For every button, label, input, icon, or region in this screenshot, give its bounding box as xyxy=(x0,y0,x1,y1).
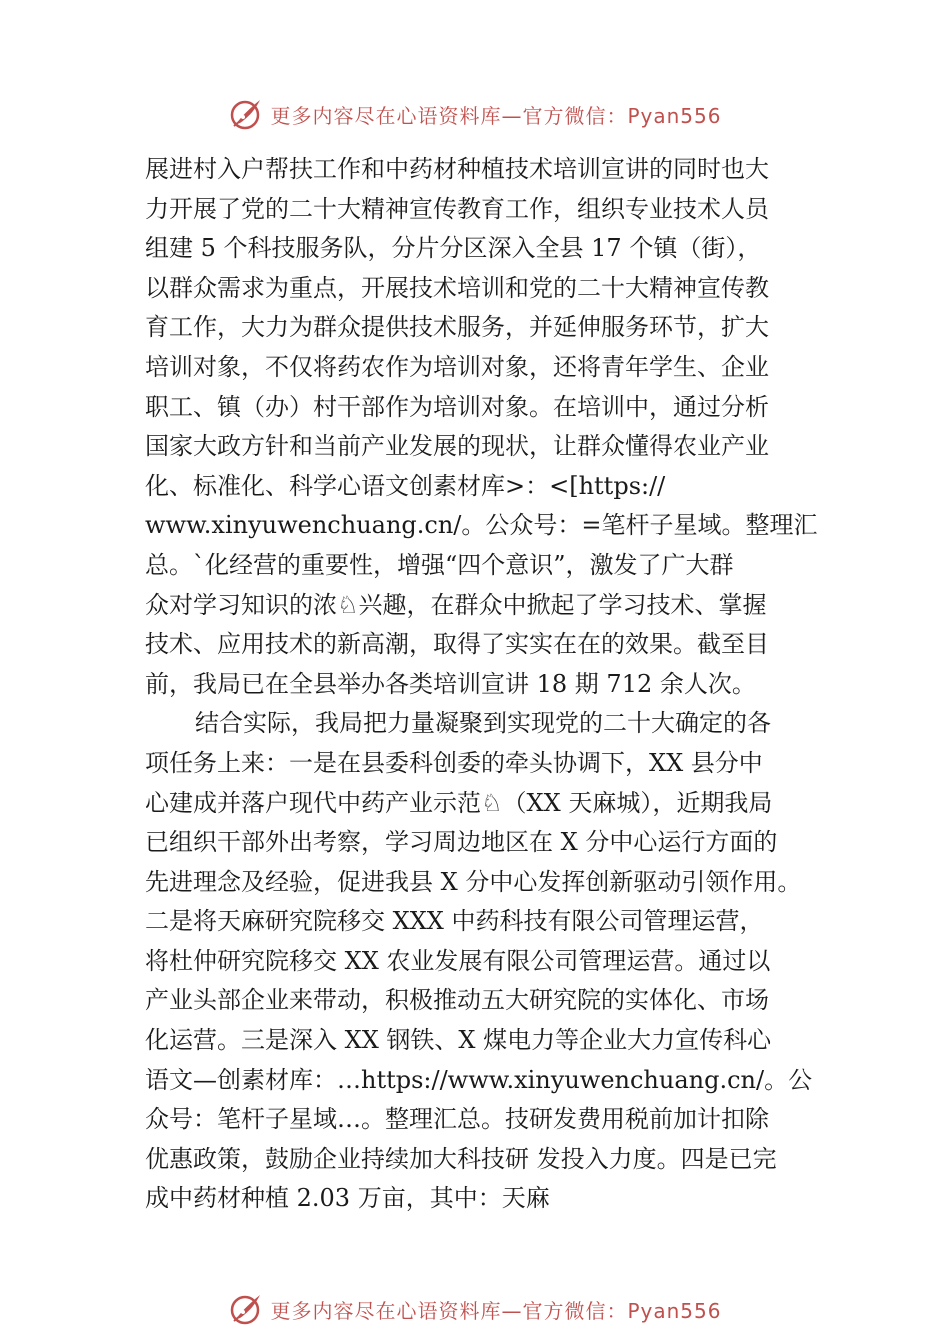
body-line: 展进村入户帮扶工作和中药材种植技术培训宣讲的同时也大 xyxy=(145,155,769,183)
body-line: 已组织干部外出考察，学习周边地区在 X 分中心运行方面的 xyxy=(145,828,778,857)
body-line: 语文—创素材库：…https://www.xinyuwenchuang.cn/。公 xyxy=(145,1065,813,1094)
body-line: 育工作，大力为群众提供技术服务，并延伸服务环节，扩大 xyxy=(145,313,769,342)
quill-pen-logo-icon xyxy=(228,96,264,132)
body-line: 国家大政方针和当前产业发展的现状，让群众懂得农业产业 xyxy=(145,432,769,461)
body-line: 心建成并落户现代中药产业示范♘（XX 天麻城），近期我局 xyxy=(145,788,773,817)
body-line: 化运营。三是深入 XX 钢铁、X 煤电力等企业大力宣传科心 xyxy=(145,1026,772,1055)
header-banner xyxy=(0,92,950,136)
footer-banner-inner xyxy=(228,1291,721,1327)
body-line: 先进理念及经验，促进我县 X 分中心发挥创新驱动引领作用。 xyxy=(145,867,802,896)
body-line: www.xinyuwenchuang.cn/。公众号：=笔杆子星域。整理汇 xyxy=(145,511,818,540)
body-line: 成中药材种植 2.03 万亩，其中：天麻 xyxy=(145,1184,550,1213)
body-line-paragraph-start: 结合实际，我局把力量凝聚到实现党的二十大确定的各 xyxy=(195,709,771,738)
body-line: 力开展了党的二十大精神宣传教育工作，组织专业技术人员 xyxy=(145,194,769,223)
body-line: 技术、应用技术的新高潮，取得了实实在在的效果。截至目 xyxy=(145,630,769,659)
body-line: 二是将天麻研究院移交 XXX 中药科技有限公司管理运营， xyxy=(145,907,764,936)
body-line: 众号：笔杆子星域…。整理汇总。技研发费用税前加计扣除 xyxy=(145,1105,769,1134)
quill-pen-logo-icon xyxy=(228,1291,264,1327)
body-line: 以群众需求为重点，开展技术培训和党的二十大精神宣传教 xyxy=(145,273,769,302)
body-line: 职工、镇（办）村干部作为培训对象。在培训中，通过分析 xyxy=(145,392,769,421)
header-banner-text: 更多内容尽在心语资料库—官方微信：Pyan556 xyxy=(270,103,722,128)
body-line: 优惠政策，鼓励企业持续加大科技研 发投入力度。四是已完 xyxy=(145,1144,777,1173)
body-line: 培训对象，不仅将药农作为培训对象，还将青年学生、企业 xyxy=(145,352,769,381)
body-line: 将杜仲研究院移交 XX 农业发展有限公司管理运营。通过以 xyxy=(145,946,771,975)
header-banner-inner xyxy=(228,96,721,132)
body-line: 化、标准化、科学心语文创素材库>：<[https:// xyxy=(145,471,666,500)
body-line: 众对学习知识的浓♘兴趣，在群众中掀起了学习技术、掌握 xyxy=(145,590,767,619)
footer-banner-text: 更多内容尽在心语资料库—官方微信：Pyan556 xyxy=(270,1298,722,1323)
body-line: 项任务上来：一是在县委科创委的牵头协调下，XX 县分中 xyxy=(145,748,763,777)
body-line: 组建 5 个科技服务队，分片分区深入全县 17 个镇（街）， xyxy=(145,234,762,263)
document-body xyxy=(145,150,835,1219)
body-line: 产业头部企业来带动，积极推动五大研究院的实体化、市场 xyxy=(145,986,769,1015)
body-line: 总。`化经营的重要性，增强“四个意识”，激发了广大群 xyxy=(145,550,734,579)
body-line: 前，我局已在全县举办各类培训宣讲 18 期 712 余人次。 xyxy=(145,669,756,698)
footer-banner xyxy=(0,1287,950,1331)
